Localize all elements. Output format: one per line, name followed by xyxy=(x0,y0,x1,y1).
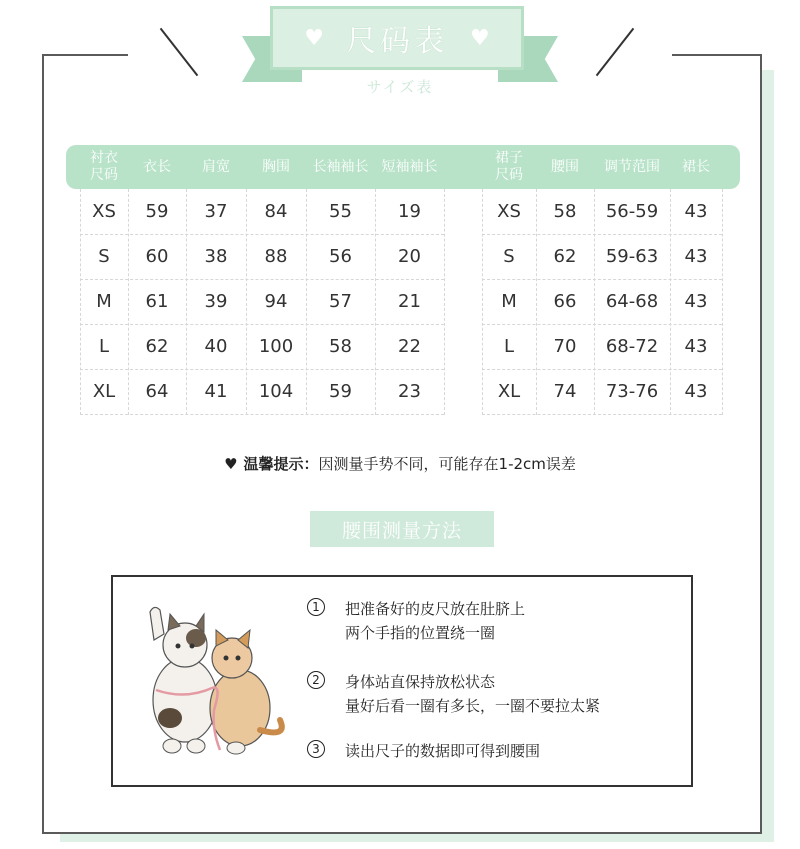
grid-line xyxy=(482,414,722,415)
table-cell: 59-63 xyxy=(605,246,659,267)
table-cell: 38 xyxy=(204,246,228,267)
table-cell: 88 xyxy=(264,246,288,267)
table-cell: XS xyxy=(497,201,521,222)
table-cell: 22 xyxy=(398,336,421,357)
table-cell: 104 xyxy=(258,381,294,402)
grid-line xyxy=(722,189,723,415)
step-text: 把准备好的皮尺放在肚脐上 xyxy=(345,600,526,618)
table-cell: 56 xyxy=(329,246,352,267)
table-cell: 43 xyxy=(684,246,708,267)
table-cell: L xyxy=(503,336,515,357)
page-title: 尺码表 xyxy=(346,24,448,59)
table-cell: 74 xyxy=(553,381,577,402)
table-cell: 64-68 xyxy=(605,291,659,312)
method-step xyxy=(307,597,525,645)
method-step xyxy=(307,739,540,763)
table-cell: 21 xyxy=(398,291,421,312)
grid-line xyxy=(80,414,444,415)
title-banner xyxy=(270,6,524,70)
step-text: 读出尺子的数据即可得到腰围 xyxy=(345,742,541,760)
table-cell: 20 xyxy=(398,246,421,267)
table-cell: 59 xyxy=(329,381,352,402)
table-cell: 66 xyxy=(553,291,577,312)
column-header: 裙长 xyxy=(682,158,710,175)
table-cell: 59 xyxy=(145,201,169,222)
tip-line xyxy=(0,453,800,474)
table-cell: 70 xyxy=(553,336,577,357)
table-cell: 43 xyxy=(684,291,708,312)
step-text: 两个手指的位置绕一圈 xyxy=(345,624,496,642)
column-header: 衣长 xyxy=(143,158,171,175)
table-cell: 58 xyxy=(553,201,577,222)
tip-text: 因测量手势不同，可能存在1-2cm误差 xyxy=(318,455,576,473)
table-cell: 37 xyxy=(204,201,228,222)
heart-icon: ♥ xyxy=(224,455,238,473)
table-cell: M xyxy=(501,291,517,312)
column-header: 长袖袖长 xyxy=(312,158,369,175)
section-title: 腰围测量方法 xyxy=(310,511,494,547)
column-header: 衬衣 尺码 xyxy=(90,150,118,183)
table-cell: 100 xyxy=(258,336,294,357)
step-text: 身体站直保持放松状态 xyxy=(345,673,496,691)
table-cell: 43 xyxy=(684,201,708,222)
column-header: 短袖袖长 xyxy=(381,158,438,175)
table-cell: 84 xyxy=(264,201,288,222)
heart-icon: ♥ xyxy=(304,25,324,51)
table-cell: 23 xyxy=(398,381,421,402)
table-cell: 68-72 xyxy=(605,336,659,357)
table-cell: 43 xyxy=(684,336,708,357)
column-header: 腰围 xyxy=(551,158,579,175)
column-header: 裙子 尺码 xyxy=(495,150,523,183)
method-step xyxy=(307,670,600,718)
table-cell: 73-76 xyxy=(605,381,659,402)
step-number: 3 xyxy=(307,740,325,758)
column-header: 调节范围 xyxy=(604,158,660,175)
step-text: 量好后看一圈有多长，一圈不要拉太紧 xyxy=(345,697,601,715)
table-cell: 56-59 xyxy=(605,201,659,222)
table-cell: 62 xyxy=(553,246,577,267)
table-cell: 57 xyxy=(329,291,352,312)
table-cell: S xyxy=(503,246,515,267)
table-cell: 19 xyxy=(398,201,421,222)
tip-label: 温馨提示： xyxy=(243,455,319,473)
table-cell: 60 xyxy=(145,246,169,267)
table-cell: 62 xyxy=(145,336,169,357)
table-cell: 43 xyxy=(684,381,708,402)
table-cell: M xyxy=(96,291,112,312)
table-cell: 40 xyxy=(204,336,228,357)
heart-icon: ♥ xyxy=(470,25,490,51)
table-cell: 39 xyxy=(204,291,228,312)
step-number: 2 xyxy=(307,671,325,689)
page-subtitle: サイズ表 xyxy=(366,78,434,96)
table-cell: S xyxy=(98,246,110,267)
table-cell: 61 xyxy=(145,291,169,312)
table-cell: 41 xyxy=(204,381,228,402)
table-cell: XL xyxy=(497,381,521,402)
cat-illustration xyxy=(140,600,290,760)
grid-line xyxy=(444,189,445,415)
table-cell: 94 xyxy=(264,291,288,312)
column-header: 肩宽 xyxy=(202,158,230,175)
table-cell: 55 xyxy=(329,201,352,222)
table-cell: L xyxy=(98,336,110,357)
table-cell: 58 xyxy=(329,336,352,357)
table-cell: XL xyxy=(92,381,116,402)
column-header: 胸围 xyxy=(262,158,290,175)
table-cell: 64 xyxy=(145,381,169,402)
table-cell: XS xyxy=(92,201,116,222)
step-number: 1 xyxy=(307,598,325,616)
